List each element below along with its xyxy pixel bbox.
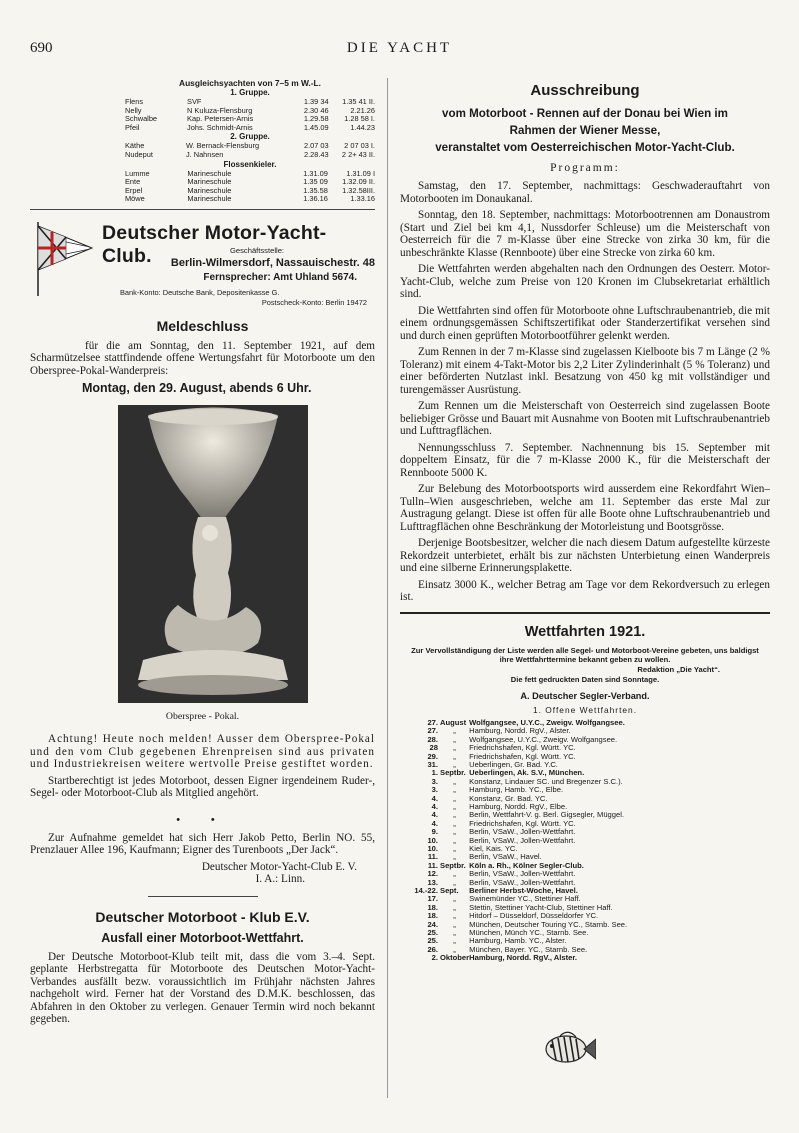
race-month: „ — [453, 818, 456, 828]
race-day: 4. — [431, 810, 438, 820]
meldeschluss-deadline: Montag, den 29. August, abends 6 Uhr. — [82, 381, 312, 396]
race-day: 29. — [427, 751, 438, 761]
result-row — [125, 195, 375, 204]
image-caption: Oberspree - Pokal. — [165, 711, 240, 723]
race-month: „ — [453, 759, 456, 769]
ausschreibung-paragraph: Einsatz 3000 K., welcher Betrag am Tage vor dem Rekordversuch zu erlegen ist. — [400, 578, 770, 603]
ausschreibung-paragraph: Sonntag, den 18. September, nachmittags: Motorbootrennen am Donaustrom (Start und Ziel bei km 4,1, Nussdorfer Schleuse) um die Meisterschaft von Oesterreich für die 7 m-Klasse über eine Strecke von zirka 30 km, für die unbeschränkte Klasse (Rennboote) über eine Strecke von zirka 60 km. — [400, 209, 770, 259]
wettfahrten-title: Wettfahrten 1921. — [524, 623, 646, 640]
result-row — [125, 178, 375, 187]
race-day: 13. — [427, 877, 438, 887]
race-venue: Ueberlingen, Ak. S.V., München. — [469, 768, 585, 778]
result-boat: Flens — [125, 97, 144, 106]
results-group-label: 2. Gruppe. — [230, 132, 270, 142]
race-venue: Wolfgangsee, U.Y.C., Zweigv. Wolfgangsee. — [469, 717, 625, 727]
race-entry — [406, 954, 730, 962]
race-venue: Friedrichshafen, Kgl. Württ. YC. — [469, 751, 576, 761]
result-time: 1.36.16 — [303, 194, 328, 204]
race-month: „ — [453, 902, 456, 912]
race-month: „ — [453, 877, 456, 887]
result-boat: Möwe — [125, 194, 145, 204]
aufnahme-text: Zur Aufnahme gemeldet hat sich Herr Jakob Petto, Berlin NO. 55, Prenzlauer Allee 196, Kaufmann; Eigner des Turenboots „Der Jack“. — [30, 831, 375, 857]
fish-icon — [540, 1030, 596, 1068]
race-venue: Konstanz, Gr. Bad. YC. — [469, 793, 548, 803]
race-venue: Wolfgangsee, U.Y.C., Zweigv. Wolfgangsee. — [469, 734, 618, 744]
race-month: „ — [453, 776, 456, 786]
club-box — [30, 216, 375, 306]
race-day: 27. — [427, 717, 438, 727]
meldeschluss-text: für die am Sonntag, den 11. September 1921, auf dem Scharmützelsee stattfindende offene Wertungsfahrt für Motorboote um den Oberspree-Pokal-Wanderpreis: — [30, 339, 375, 377]
race-venue: Berlin, VSaW., Jollen-Wettfahrt. — [469, 827, 576, 837]
club-phone: Fernsprecher: Amt Uhland 5674. — [203, 271, 357, 283]
race-month: „ — [453, 835, 456, 845]
result-boat: Lumme — [125, 168, 150, 178]
right-column — [400, 78, 770, 963]
race-month: Septbr. — [440, 768, 466, 778]
programm-heading: Programm: — [550, 162, 620, 174]
race-month: „ — [453, 944, 456, 954]
ausschreibung-paragraph: Die Wettfahrten sind offen für Motorboote ohne Luftschraubenantrieb, die mit einem ordnungsgemässen Schiftszertifikat oder Standerzertifikat versehen sind und durch einen geprüften Motorbootführer gelenkt werden. — [400, 304, 770, 342]
verband-heading: A. Deutscher Segler-Verband. — [520, 690, 650, 701]
race-day: 26. — [427, 944, 438, 954]
results-title: Ausgleichsyachten von 7–5 m W.-L. — [179, 78, 321, 88]
race-month: Septbr. — [440, 860, 466, 870]
result-time: 1.35.58 — [303, 185, 328, 195]
race-venue: Kiel, Kais. YC. — [469, 843, 518, 853]
results-group-table — [125, 142, 375, 159]
race-venue: Friedrichshafen, Kgl. Württ. YC. — [469, 818, 576, 828]
ausschreibung-subtitle-1: vom Motorboot - Rennen auf der Donau bei Wien im — [442, 107, 728, 120]
race-day: 18. — [427, 911, 438, 921]
ausschreibung-paragraph: Die Wettfahrten werden abgehalten nach den Ordnungen des Oesterr. Motor-Yacht-Club, welche zum Preise von 120 Kronen im Clubsekretariat erhältlich sind. — [400, 263, 770, 300]
club-bank: Bank-Konto: Deutsche Bank, Depositenkasse G. — [120, 287, 280, 297]
divider — [400, 612, 770, 614]
result-boat: Erpel — [125, 185, 143, 195]
result-boat: Nelly — [125, 105, 142, 115]
ausschreibung-paragraph: Derjenige Bootsbesitzer, welcher die nach diesem Datum aufgestellte kürzeste Rekordzeit unterbietet, erhält bis zur nächsten Unterbietung einen Wanderpreis und eine silberne Erinnerungsplakette. — [400, 537, 770, 574]
result-row — [125, 170, 375, 179]
race-day: 25. — [427, 928, 438, 938]
club-name: Deutscher Motor-Yacht-Club. — [102, 221, 327, 267]
race-month: „ — [453, 793, 456, 803]
results-group-table — [125, 98, 375, 132]
race-month: „ — [453, 894, 456, 904]
race-venue: Friedrichshafen, Kgl. Württ. YC. — [469, 743, 576, 753]
result-final: 1.32.58III. — [342, 185, 375, 195]
result-owner: Marineschule — [187, 168, 232, 178]
result-owner: N Kuluza-Flensburg — [187, 105, 253, 115]
startberechtigt-text: Startberechtigt ist jedes Motorboot, dessen Eigner irgendeinem Ruder-, Segel- oder Motorboot-Club als Mitglied angehört. — [30, 774, 375, 800]
race-day: 17. — [427, 894, 438, 904]
result-time: 1.39 34 — [303, 97, 329, 106]
race-day: 28 — [429, 743, 438, 753]
race-venue: Berlin, VSaW., Jollen-Wettfahrt. — [469, 869, 576, 879]
race-month: „ — [453, 810, 456, 820]
wettfahrten-redaktion: Redaktion „Die Yacht“. — [637, 664, 720, 674]
oberspree-pokal-image — [118, 405, 308, 703]
race-venue: Ueberlingen, Gr. Bad. Y.C. — [469, 759, 558, 769]
ausschreibung-subtitle-3: veranstaltet vom Oesterreichischen Motor-Yacht-Club. — [435, 141, 735, 154]
race-day: 3. — [431, 785, 438, 795]
race-day: 12. — [427, 869, 438, 879]
race-month: „ — [453, 801, 456, 811]
race-venue: Hamburg, Nordd. RgV., Elbe. — [469, 801, 568, 811]
result-owner: Kap. Petersen-Arnis — [187, 114, 254, 124]
result-final: 1.33.16 — [350, 194, 375, 204]
club-address: Berlin-Wilmersdorf, Nassauischestr. 48 — [170, 256, 375, 269]
offene-heading: 1. Offene Wettfahrten. — [532, 704, 638, 715]
results-table — [125, 88, 375, 204]
result-final: 2.21.26 — [350, 105, 375, 115]
race-day: 25. — [427, 936, 438, 946]
column-divider — [387, 78, 388, 1098]
result-final: 1.44.23 — [350, 122, 375, 132]
signature-line-1: Deutscher Motor-Yacht-Club E. V. — [201, 860, 357, 873]
race-month: „ — [453, 734, 456, 744]
ausschreibung-title: Ausschreibung — [530, 82, 640, 99]
result-final: 1.35 41 II. — [342, 97, 375, 106]
race-month: „ — [453, 919, 456, 929]
race-venue: Berlin, VSaW., Havel. — [469, 852, 542, 862]
result-owner: Marineschule — [187, 177, 232, 187]
race-day: 31. — [427, 759, 438, 769]
result-row — [125, 151, 375, 160]
race-venue: Hitdorf – Düsseldorf, Düsseldorfer YC. — [469, 911, 599, 921]
race-month: „ — [453, 785, 456, 795]
race-day: 27. — [427, 726, 438, 736]
ausschreibung-paragraph: Zum Rennen in der 7 m-Klasse sind zugelassen Kielboote bis 7 m Länge (2 % Toleranz) mit einem 4-Takt-Motor bis 2,2 Liter Zylinderinhalt (5 % Toleranz) und einer beförderten Nutzlast inkl. Besatzung von 450 kg mit vollständiger und turengemässer Ausrüstung. — [400, 346, 770, 396]
race-month: „ — [453, 743, 456, 753]
race-calendar — [406, 719, 730, 963]
race-day: 4. — [431, 801, 438, 811]
race-day: 4. — [431, 793, 438, 803]
race-venue: München, Münch YC., Starnb. See. — [469, 928, 589, 938]
race-month: „ — [453, 726, 456, 736]
aufnahme-notice — [30, 832, 375, 857]
result-owner: Marineschule — [187, 185, 232, 195]
results-group-label: 1. Gruppe. — [230, 88, 270, 97]
race-month: „ — [453, 911, 456, 921]
result-boat: Nudeput — [125, 149, 153, 159]
result-time: 2.30 46 — [303, 105, 329, 115]
result-time: 1.29.58 — [303, 114, 329, 124]
result-boat: Käthe — [125, 141, 145, 151]
race-venue: München, Bayer. YC., Starnb. See. — [469, 944, 588, 954]
race-venue: Berlin, Wettfahrt-V. g. Berl. Gigsegler, Müggel. — [469, 810, 625, 820]
race-venue: Konstanz, Lindauer SC. und Bregenzer S.C.). — [469, 776, 623, 786]
race-day: 2. — [431, 953, 438, 963]
race-venue: Hamburg, Nordd. RgV., Alster. — [469, 726, 571, 736]
race-day: 14.-22. — [414, 886, 438, 895]
result-owner: Marineschule — [187, 194, 232, 204]
race-venue: Hamburg, Nordd. RgV., Alster. — [469, 953, 578, 963]
result-final: 1.32.09 II. — [342, 177, 375, 187]
result-owner: SVF — [187, 97, 202, 106]
results-group-table — [125, 170, 375, 204]
running-title: DIE YACHT — [346, 40, 453, 56]
ausschreibung-body — [400, 180, 770, 604]
result-final: 2 2+ 43 II. — [341, 149, 375, 159]
club-office-label: Geschäftsstelle: — [230, 245, 285, 255]
club-flag-icon — [32, 218, 94, 298]
signature-line-2: I. A.: Linn. — [255, 873, 305, 886]
result-row — [125, 142, 375, 151]
race-venue: Berliner Herbst-Woche, Havel. — [469, 886, 578, 895]
race-venue: Stettin, Stettiner Yacht-Club, Stettiner Haff. — [469, 902, 613, 912]
achtung-notice — [30, 733, 375, 800]
race-venue: Berlin, VSaW., Jollen-Wettfahrt. — [469, 835, 576, 845]
race-month: „ — [453, 827, 456, 837]
race-venue: Hamburg, Hamb. YC., Elbe. — [469, 785, 564, 795]
result-boat: Ente — [125, 177, 141, 187]
result-time: 1.45.09 — [303, 122, 329, 132]
result-time: 2.28.43 — [303, 149, 329, 159]
wettfahrten-note: Die fett gedruckten Daten sind Sonntage. — [510, 675, 660, 685]
left-column — [30, 78, 375, 1030]
race-month: „ — [453, 928, 456, 938]
section-separator: • • — [176, 813, 229, 826]
short-rule — [148, 896, 258, 897]
result-row — [125, 187, 375, 196]
result-final: 1.31.09 I — [346, 168, 375, 178]
result-time: 2.07 03 — [303, 141, 329, 151]
result-boat: Pfeil — [125, 122, 140, 132]
result-final: 1.28 58 I. — [344, 114, 375, 124]
result-owner: Johs. Schmidt-Arnis — [187, 122, 253, 132]
race-day: 24. — [427, 919, 438, 929]
result-owner: W. Bernack-Flensburg — [185, 141, 260, 151]
ausschreibung-paragraph: Samstag, den 17. September, nachmittags: Geschwaderauftahrt von Motorbooten im Donaukanal. — [400, 180, 770, 205]
race-venue: Swinemünder YC., Stettiner Haff. — [469, 894, 581, 904]
race-day: 11. — [427, 852, 438, 862]
achtung-text: Achtung! Heute noch melden! Ausser dem Oberspree-Pokal und den vom Club gegebenen Ehrenpreisen sind aus privaten und Industriekreisen weitere wertvolle Preise gestiftet worden. — [30, 733, 375, 771]
race-day: 4. — [431, 818, 438, 828]
race-month: „ — [453, 843, 456, 853]
race-month: „ — [453, 751, 456, 761]
ausschreibung-paragraph: Zur Belebung des Motorbootsports wird ausserdem eine Rekordfahrt Wien–Tulln–Wien ausgeschrieben, welche am 11. September das erste Mal zur Austragung gelangt. Diese ist offen für alle Boote ohne Luftschraubenantrieb und Lufttragflächen ohne Beschränkung der Motorleistung und Bootsgrösse. — [400, 483, 770, 533]
dmk-title: Deutscher Motorboot - Klub E.V. — [95, 908, 310, 925]
race-day: 28. — [427, 734, 438, 744]
result-time: 1.35 09 — [303, 177, 328, 187]
ausschreibung-paragraph: Zum Rennen um die Meisterschaft von Oesterreich sind zugelassen Boote beliebiger Grösse und Bauart mit Ausnahme von Booten mit Luftschraubenantrieb und Lufttragflächen. — [400, 400, 770, 437]
race-month: „ — [453, 852, 456, 862]
race-day: 10. — [427, 835, 438, 845]
race-month: August — [440, 717, 467, 727]
results-group-label: Flossenkieler. — [223, 159, 277, 169]
race-day: 11. — [427, 860, 438, 870]
result-row — [125, 124, 375, 133]
meldeschluss-title: Meldeschluss — [156, 317, 249, 334]
race-venue: Berlin, VSaW., Jollen-Wettfahrt. — [469, 877, 576, 887]
dmk-subtitle: Ausfall einer Motorboot-Wettfahrt. — [101, 930, 304, 945]
result-final: 2 07 03 I. — [344, 141, 375, 151]
result-time: 1.31.09 — [303, 168, 328, 178]
wettfahrten-intro: Zur Vervollständigung der Liste werden alle Segel- und Motorboot-Vereine gebeten, uns baldigst ihre Wettfahrttermine bekannt geben zu wollen. — [411, 645, 759, 665]
race-venue: Köln a. Rh., Kölner Segler-Club. — [469, 860, 584, 870]
race-month: „ — [453, 869, 456, 879]
race-venue: München, Deutscher Touring YC., Starnb. See. — [469, 919, 628, 929]
race-day: 3. — [431, 776, 438, 786]
result-owner: J. Nahnsen — [185, 149, 224, 159]
ausschreibung-subtitle-2: Rahmen der Wiener Messe, — [509, 124, 661, 137]
race-day: 1. — [431, 768, 438, 778]
dmk-text: Der Deutsche Motorboot-Klub teilt mit, dass die vom 3.–4. Sept. geplante Herbstregatta für Motorboote des Deutschen Motor-Yacht-Verbandes ausfällt bezw. voraussichtlich im Frühjahr nächsten Jahres nachgeholt wird. Ferner hat der Vorstand des D.M.K. beschlossen, das Abfahren in den Oktober zu verlegen. Genauer Termin wird noch bekannt gegeben. — [30, 950, 375, 1026]
divider — [30, 209, 375, 210]
race-day: 9. — [431, 827, 438, 837]
result-boat: Schwalbe — [125, 114, 158, 124]
race-day: 10. — [427, 843, 438, 853]
page-number: 690 — [30, 40, 53, 56]
race-month: Oktober — [440, 953, 470, 963]
race-month: „ — [453, 936, 456, 946]
ausschreibung-paragraph: Nennungsschluss 7. September. Nachnennung bis 15. September mit doppeltem Einsatz, für die 7 m-Klasse 2000 K., für die Meisterschaft der Rennboote 5000 K. — [400, 441, 770, 479]
race-day: 18. — [427, 902, 438, 912]
race-month: Sept. — [440, 886, 459, 895]
race-venue: Hamburg, Hamb. YC., Alster. — [469, 936, 567, 946]
club-postcheck: Postscheck-Konto: Berlin 19472 — [261, 297, 367, 307]
dmk-notice — [30, 951, 375, 1026]
